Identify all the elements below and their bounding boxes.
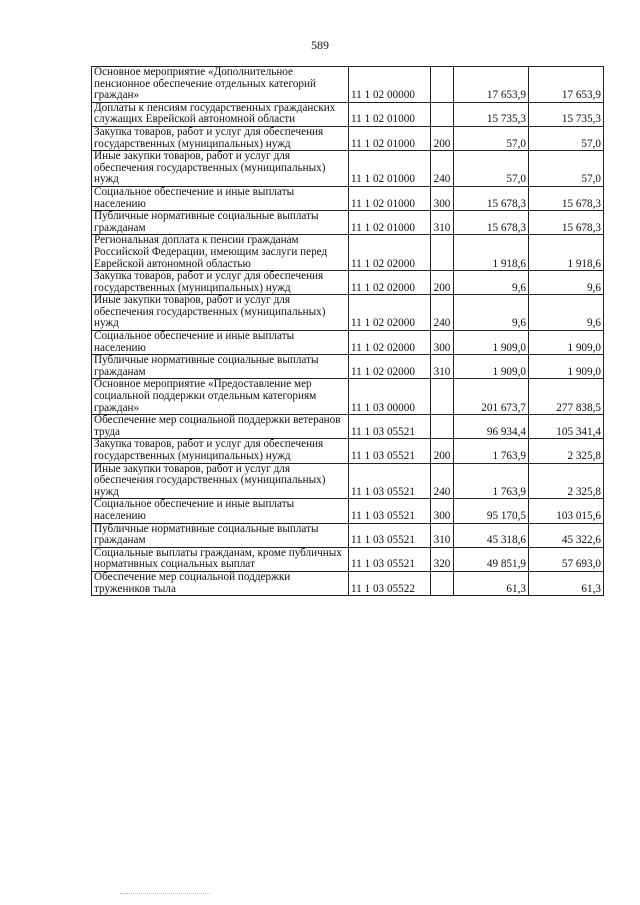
target-article-code: 11 1 03 05521: [349, 547, 431, 571]
expense-name: Иные закупки товаров, работ и услуг для обеспечения государственных (муниципальных) нужд: [92, 295, 349, 331]
amount-second-year: 1 918,6: [529, 235, 604, 271]
expense-type-code: [431, 102, 454, 126]
expense-name: Закупка товаров, работ и услуг для обеспечения государственных (муниципальных) нужд: [92, 439, 349, 463]
target-article-code: 11 1 03 05521: [349, 463, 431, 499]
target-article-code: 11 1 02 01000: [349, 102, 431, 126]
expense-type-code: [431, 415, 454, 439]
expense-name: Социальное обеспечение и иные выплаты населению: [92, 331, 349, 355]
expense-name: Закупка товаров, работ и услуг для обеспечения государственных (муниципальных) нужд: [92, 271, 349, 295]
amount-first-year: 95 170,5: [454, 499, 529, 523]
expense-name: Публичные нормативные социальные выплаты гражданам: [92, 355, 349, 379]
amount-second-year: 1 909,0: [529, 331, 604, 355]
expense-type-code: 300: [431, 186, 454, 210]
expense-type-code: 200: [431, 271, 454, 295]
page-number: 589: [311, 38, 329, 52]
target-article-code: 11 1 02 00000: [349, 67, 431, 103]
amount-second-year: 105 341,4: [529, 415, 604, 439]
target-article-code: 11 1 03 05521: [349, 439, 431, 463]
amount-second-year: 103 015,6: [529, 499, 604, 523]
amount-second-year: 1 909,0: [529, 355, 604, 379]
amount-second-year: 277 838,5: [529, 379, 604, 415]
table-row: [92, 439, 604, 463]
table-row: [92, 379, 604, 415]
table-row: [92, 102, 604, 126]
target-article-code: 11 1 02 01000: [349, 211, 431, 235]
amount-first-year: 15 678,3: [454, 211, 529, 235]
amount-first-year: 1 909,0: [454, 355, 529, 379]
amount-first-year: 57,0: [454, 126, 529, 150]
amount-first-year: 201 673,7: [454, 379, 529, 415]
amount-first-year: 96 934,4: [454, 415, 529, 439]
target-article-code: 11 1 03 05521: [349, 415, 431, 439]
expense-type-code: 300: [431, 499, 454, 523]
table-row: [92, 523, 604, 547]
expense-name: Региональная доплата к пенсии гражданам Российской Федерации, имеющим заслуги перед Еврейской автономной областью: [92, 235, 349, 271]
amount-second-year: 15 678,3: [529, 186, 604, 210]
expense-type-code: 240: [431, 151, 454, 187]
target-article-code: 11 1 03 00000: [349, 379, 431, 415]
table-row: [92, 151, 604, 187]
expense-type-code: 320: [431, 547, 454, 571]
table-row: [92, 271, 604, 295]
expense-name: Основное мероприятие «Предоставление мер социальной поддержки отдельным категориям граждан»: [92, 379, 349, 415]
amount-first-year: 61,3: [454, 571, 529, 595]
scan-artifact-line: [120, 893, 210, 895]
expense-name: Иные закупки товаров, работ и услуг для обеспечения государственных (муниципальных) нужд: [92, 151, 349, 187]
expense-name: Обеспечение мер социальной поддержки ветеранов труда: [92, 415, 349, 439]
target-article-code: 11 1 02 02000: [349, 355, 431, 379]
expense-name: Закупка товаров, работ и услуг для обеспечения государственных (муниципальных) нужд: [92, 126, 349, 150]
expense-type-code: 310: [431, 211, 454, 235]
target-article-code: 11 1 03 05522: [349, 571, 431, 595]
amount-first-year: 49 851,9: [454, 547, 529, 571]
expense-type-code: [431, 571, 454, 595]
amount-first-year: 1 909,0: [454, 331, 529, 355]
target-article-code: 11 1 03 05521: [349, 499, 431, 523]
table-row: [92, 547, 604, 571]
table-row: [92, 67, 604, 103]
amount-second-year: 45 322,6: [529, 523, 604, 547]
table-row: [92, 355, 604, 379]
expense-name: Иные закупки товаров, работ и услуг для обеспечения государственных (муниципальных) нужд: [92, 463, 349, 499]
amount-first-year: 1 763,9: [454, 439, 529, 463]
expense-name: Социальные выплаты гражданам, кроме публичных нормативных социальных выплат: [92, 547, 349, 571]
table-row: [92, 126, 604, 150]
target-article-code: 11 1 02 02000: [349, 235, 431, 271]
amount-first-year: 15 678,3: [454, 186, 529, 210]
expense-type-code: [431, 235, 454, 271]
budget-table-body: [92, 67, 604, 596]
amount-first-year: 15 735,3: [454, 102, 529, 126]
amount-second-year: 57,0: [529, 151, 604, 187]
expense-name: Основное мероприятие «Дополнительное пенсионное обеспечение отдельных категорий граждан»: [92, 67, 349, 103]
expense-type-code: 310: [431, 355, 454, 379]
expense-type-code: 310: [431, 523, 454, 547]
expense-type-code: 300: [431, 331, 454, 355]
expense-name: Социальное обеспечение и иные выплаты населению: [92, 499, 349, 523]
table-row: [92, 499, 604, 523]
expense-type-code: 200: [431, 439, 454, 463]
target-article-code: 11 1 02 02000: [349, 271, 431, 295]
amount-first-year: 1 918,6: [454, 235, 529, 271]
budget-table: [91, 66, 604, 596]
expense-type-code: 240: [431, 463, 454, 499]
target-article-code: 11 1 02 02000: [349, 331, 431, 355]
amount-second-year: 57 693,0: [529, 547, 604, 571]
amount-second-year: 2 325,8: [529, 439, 604, 463]
expense-name: Публичные нормативные социальные выплаты гражданам: [92, 523, 349, 547]
amount-second-year: 2 325,8: [529, 463, 604, 499]
table-row: [92, 295, 604, 331]
table-row: [92, 331, 604, 355]
expense-type-code: [431, 379, 454, 415]
expense-type-code: [431, 67, 454, 103]
target-article-code: 11 1 02 01000: [349, 151, 431, 187]
amount-second-year: 61,3: [529, 571, 604, 595]
amount-first-year: 9,6: [454, 295, 529, 331]
expense-name: Публичные нормативные социальные выплаты гражданам: [92, 211, 349, 235]
amount-second-year: 15 678,3: [529, 211, 604, 235]
expense-type-code: 240: [431, 295, 454, 331]
expense-type-code: 200: [431, 126, 454, 150]
amount-second-year: 9,6: [529, 271, 604, 295]
amount-second-year: 57,0: [529, 126, 604, 150]
amount-second-year: 15 735,3: [529, 102, 604, 126]
expense-name: Обеспечение мер социальной поддержки тружеников тыла: [92, 571, 349, 595]
target-article-code: 11 1 03 05521: [349, 523, 431, 547]
table-row: [92, 235, 604, 271]
target-article-code: 11 1 02 01000: [349, 126, 431, 150]
table-row: [92, 186, 604, 210]
target-article-code: 11 1 02 01000: [349, 186, 431, 210]
expense-name: Социальное обеспечение и иные выплаты населению: [92, 186, 349, 210]
amount-first-year: 9,6: [454, 271, 529, 295]
table-row: [92, 571, 604, 595]
expense-name: Доплаты к пенсиям государственных гражданских служащих Еврейской автономной области: [92, 102, 349, 126]
amount-first-year: 1 763,9: [454, 463, 529, 499]
amount-second-year: 17 653,9: [529, 67, 604, 103]
amount-second-year: 9,6: [529, 295, 604, 331]
table-row: [92, 415, 604, 439]
target-article-code: 11 1 02 02000: [349, 295, 431, 331]
amount-first-year: 45 318,6: [454, 523, 529, 547]
amount-first-year: 17 653,9: [454, 67, 529, 103]
amount-first-year: 57,0: [454, 151, 529, 187]
table-row: [92, 211, 604, 235]
table-row: [92, 463, 604, 499]
